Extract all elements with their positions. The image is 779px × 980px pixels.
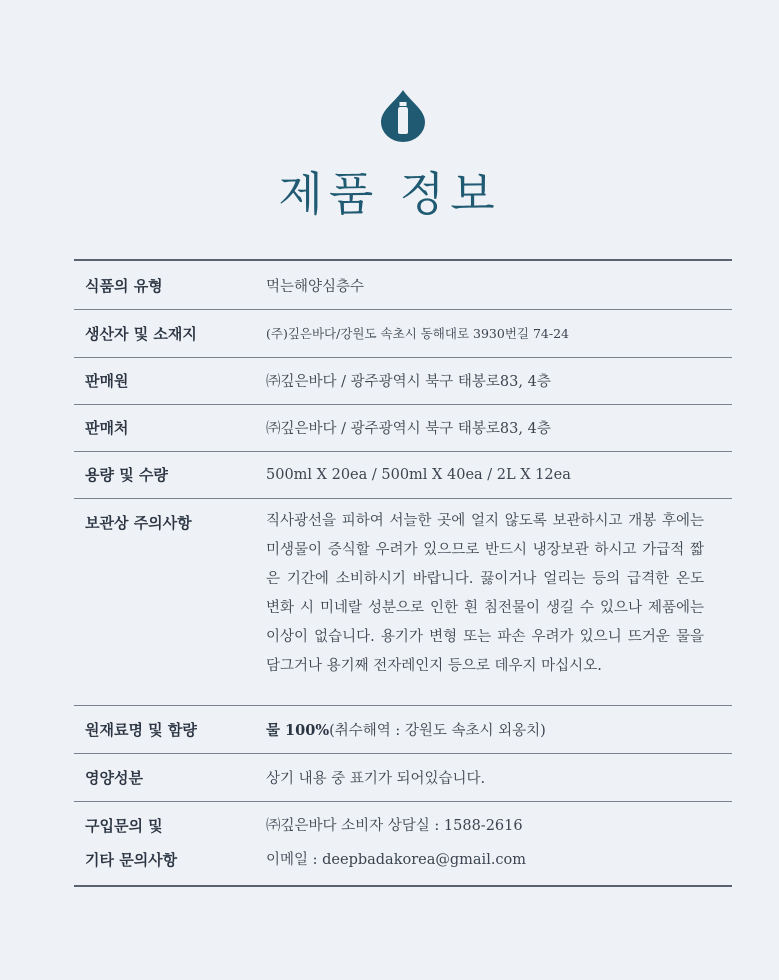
row-value: ㈜깊은바다 / 광주광역시 북구 태봉로83, 4층 (266, 421, 551, 437)
storage-notice-text: 직사광선을 피하여 서늘한 곳에 얼지 않도록 보관하시고 개봉 후에는 미생물이 증식할 우려가 있으므로 반드시 냉장보관 하시고 가급적 짧은 기간에 소비하시기 바랍니다. 끓이거나 얼리는 등의 급격한 온도 변화 시 미네랄 성분으로 인한 흰 침전물이 생길 수 있으나 제품에는 이상이 없습니다. 용기가 변형 또는 파손 우려가 있으니 뜨거운 물을 담그거나 용기째 전자레인지 등으로 데우지 마십시오. (266, 513, 704, 674)
ingredient-bold: 물 100% (266, 721, 330, 739)
row-label: 식품의 유형 (85, 276, 163, 295)
label-line: 기타 문의사항 (85, 851, 178, 869)
table-row (74, 357, 732, 404)
table-row (74, 705, 732, 753)
label-line: 구입문의 및 (85, 817, 163, 835)
table-row (74, 404, 732, 451)
row-value: 500ml X 20ea / 500ml X 40ea / 2L X 12ea (266, 466, 571, 483)
row-value: 상기 내용 중 표기가 되어있습니다. (266, 770, 486, 787)
row-label: 원재료명 및 함량 (74, 705, 230, 753)
table-row (74, 309, 732, 357)
ingredient-detail: (취수해역 : 강원도 속초시 외옹치) (329, 722, 546, 739)
table-row (74, 801, 732, 885)
row-value: ㈜깊은바다 / 광주광역시 북구 태봉로83, 4층 (266, 374, 551, 390)
row-value: 먹는해양심층수 (266, 278, 365, 295)
row-value (230, 801, 732, 885)
row-label: 보관상 주의사항 (74, 498, 230, 705)
page-title: 제품 정보 (278, 167, 501, 221)
table-row (74, 261, 732, 309)
product-info-table (74, 259, 732, 887)
row-label: 영양성분 (74, 753, 230, 801)
row-label (74, 801, 230, 885)
row-label: 용량 및 수량 (74, 451, 230, 498)
row-value (230, 705, 732, 753)
row-value: (주)깊은바다/강원도 속초시 동해대로 3930번길 74-24 (266, 326, 569, 341)
row-label: 판매처 (74, 404, 230, 451)
table-row (74, 498, 732, 705)
contact-email[interactable]: 이메일 : deepbadakorea@gmail.com (266, 852, 527, 868)
water-bottle-drop-icon (381, 88, 425, 142)
row-label: 생산자 및 소재지 (74, 309, 230, 357)
table-row (74, 753, 732, 801)
contact-phone: ㈜깊은바다 소비자 상담실 : 1588-2616 (266, 818, 523, 834)
row-label: 판매원 (74, 357, 230, 404)
table-row (74, 451, 732, 498)
